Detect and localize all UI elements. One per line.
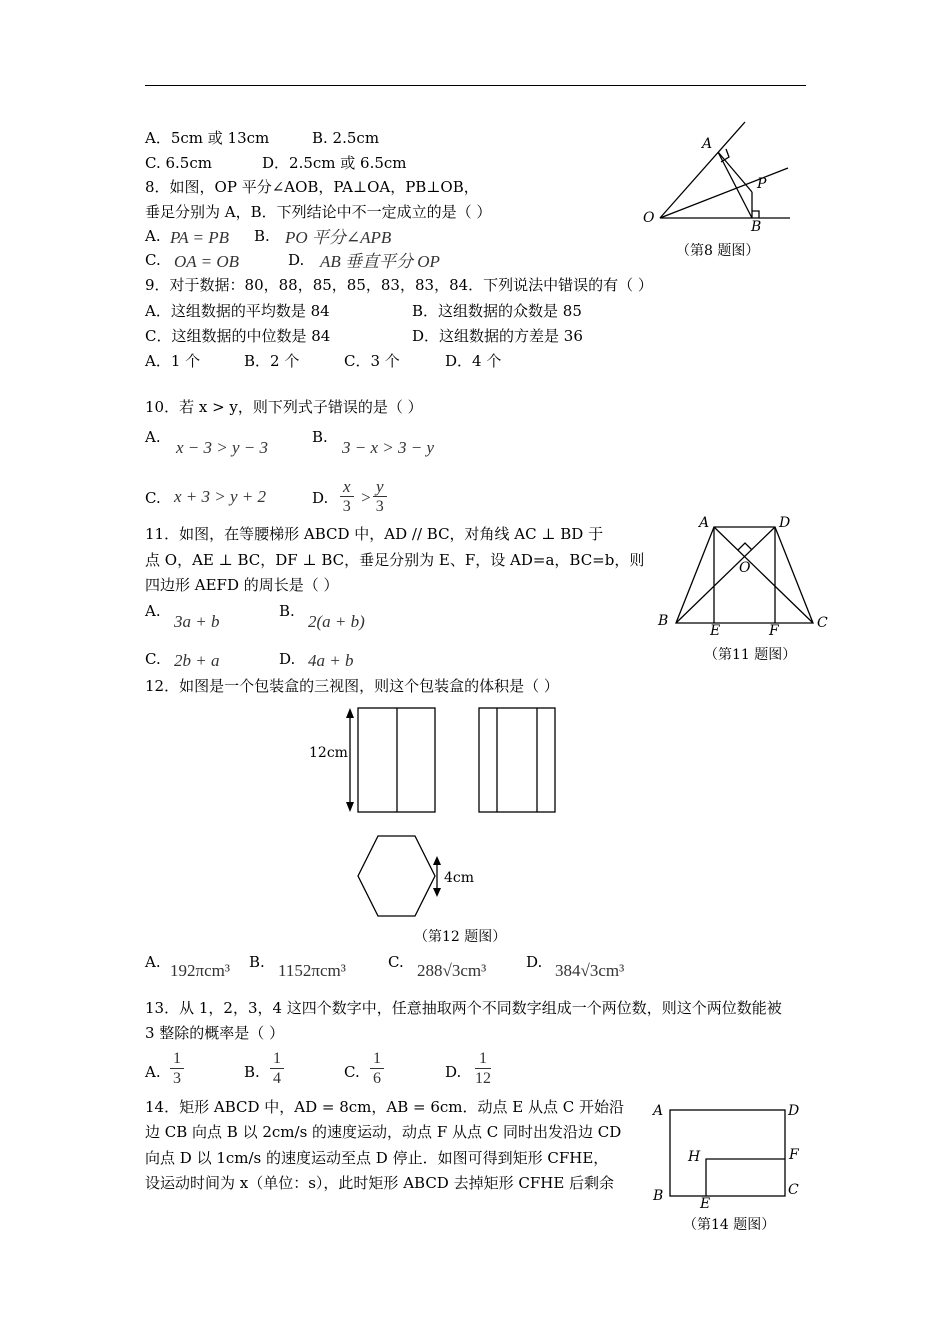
fig8-label-b: B <box>751 219 762 235</box>
fig14-label-c: C <box>788 1182 799 1198</box>
q9-statement-c: C．这组数据的中位数是 84 <box>145 327 331 345</box>
header-rule <box>145 85 806 86</box>
q12-option-a-expr: 192πcm³ <box>170 961 230 980</box>
q11-option-c-expr: 2b + a <box>174 651 220 670</box>
q7-option-c[interactable]: C. 6.5cm <box>145 154 212 172</box>
q14-stem-line1: 14．矩形 ABCD 中，AD = 8cm，AB = 6cm．动点 E 从点 C 开始沿 <box>145 1098 625 1116</box>
fig12-dim-height: 12cm <box>309 745 348 761</box>
fig11-label-f: F <box>769 623 779 639</box>
q10-option-d-frac-left: $\frac{x}{3}$ <box>340 478 354 517</box>
fig14-label-b: B <box>653 1188 664 1204</box>
q10-option-d-op: > <box>360 488 372 507</box>
q13-option-d-frac: $\frac{1}{12}$ <box>475 1050 491 1087</box>
fig11-label-c: C <box>817 615 828 631</box>
fig11-label-b: B <box>658 613 669 629</box>
q13-option-c-frac: $\frac{1}{6}$ <box>370 1050 384 1089</box>
q13-option-b-label[interactable]: B. <box>244 1063 260 1081</box>
q14-stem-line4: 设运动时间为 x（单位：s），此时矩形 ABCD 去掉矩形 CFHE 后剩余 <box>145 1174 615 1192</box>
q10-option-b-expr: 3 − x > 3 − y <box>342 438 435 457</box>
q12-option-b-expr: 1152πcm³ <box>278 961 346 980</box>
q11-option-d-expr: 4a + b <box>308 651 354 670</box>
fig12-dim-side: 4cm <box>444 870 475 886</box>
q12-option-d-label[interactable]: D. <box>526 953 543 971</box>
q7-option-d[interactable]: D．2.5cm 或 6.5cm <box>262 154 407 172</box>
q11-option-a-expr: 3a + b <box>174 612 220 631</box>
q8-option-d-label[interactable]: D. <box>288 251 305 269</box>
q7-option-a[interactable]: A．5cm 或 13cm <box>145 129 270 147</box>
q9-statement-d: D．这组数据的方差是 36 <box>412 327 583 345</box>
q8-option-c-label[interactable]: C. <box>145 251 161 269</box>
fig14-label-h: H <box>688 1149 701 1165</box>
q10-option-d-label[interactable]: D. <box>312 489 329 507</box>
q13-stem-line1: 13．从 1，2，3，4 这四个数字中，任意抽取两个不同数字组成一个两位数，则这个两位数能被 <box>145 999 782 1017</box>
fig14-label-e: E <box>700 1196 711 1212</box>
q13-stem-line2: 3 整除的概率是（ ） <box>145 1024 285 1042</box>
q9-stem: 9．对于数据：80，88，85，85，83，83，84．下列说法中错误的有（ ） <box>145 276 653 294</box>
q10-option-d-frac-right: $\frac{y}{3}$ <box>373 478 387 517</box>
q10-option-c-expr: x + 3 > y + 2 <box>174 487 267 506</box>
q11-option-b-label[interactable]: B. <box>279 602 295 620</box>
q7-option-b[interactable]: B. 2.5cm <box>312 129 380 147</box>
q8-option-a-expr: PA = PB <box>170 228 230 247</box>
q14-stem-line3: 向点 D 以 1cm/s 的速度运动至点 D 停止．如图可得到矩形 CFHE， <box>145 1149 609 1167</box>
q11-stem-line1: 11．如图，在等腰梯形 ABCD 中，AD // BC，对角线 AC ⊥ BD 于 <box>145 525 604 543</box>
q8-stem-line2: 垂足分别为 A，B．下列结论中不一定成立的是（ ） <box>145 203 492 221</box>
q12-stem: 12．如图是一个包装盒的三视图，则这个包装盒的体积是（ ） <box>145 677 559 695</box>
fig11-caption: （第11 题图） <box>704 647 797 663</box>
q10-option-c-label[interactable]: C. <box>145 489 161 507</box>
q9-option-a[interactable]: A．1 个 <box>145 352 201 370</box>
fig14-caption: （第14 题图） <box>683 1217 776 1233</box>
q12-option-c-expr: 288√3cm³ <box>417 961 487 980</box>
q10-option-a-label[interactable]: A. <box>145 428 161 446</box>
fig14-label-f: F <box>789 1147 799 1163</box>
q10-option-a-expr: x − 3 > y − 3 <box>176 438 269 457</box>
q8-option-b-expr: PO 平分∠APB <box>285 228 392 247</box>
q13-option-d-label[interactable]: D. <box>445 1063 462 1081</box>
q9-statement-b: B．这组数据的众数是 85 <box>412 302 582 320</box>
q12-option-c-label[interactable]: C. <box>388 953 404 971</box>
q11-option-c-label[interactable]: C. <box>145 650 161 668</box>
q13-option-c-label[interactable]: C. <box>344 1063 360 1081</box>
q9-option-c[interactable]: C．3 个 <box>344 352 400 370</box>
q12-option-b-label[interactable]: B. <box>249 953 265 971</box>
q9-option-b[interactable]: B．2 个 <box>244 352 300 370</box>
fig8-label-o: O <box>643 210 655 226</box>
q11-option-a-label[interactable]: A. <box>145 602 161 620</box>
q13-option-b-frac: $\frac{1}{4}$ <box>270 1050 284 1089</box>
q8-stem-line1: 8．如图，OP 平分∠AOB，PA⊥OA，PB⊥OB， <box>145 178 479 196</box>
fig8-caption: （第8 题图） <box>676 243 760 259</box>
q13-option-a-label[interactable]: A. <box>145 1063 161 1081</box>
fig8-label-p: P <box>757 176 767 192</box>
fig11-label-o: O <box>739 560 751 576</box>
fig11-label-e: E <box>710 623 721 639</box>
q9-statement-a: A．这组数据的平均数是 84 <box>145 302 330 320</box>
fig12-caption: （第12 题图） <box>414 929 507 945</box>
q11-stem-line3: 四边形 AEFD 的周长是（ ） <box>145 576 339 594</box>
q14-stem-line2: 边 CB 向点 B 以 2cm/s 的速度运动，动点 F 从点 C 同时出发沿边 CD <box>145 1123 622 1141</box>
q8-option-a-label[interactable]: A. <box>145 227 161 245</box>
q13-option-a-frac: $\frac{1}{3}$ <box>170 1050 184 1089</box>
q12-option-d-expr: 384√3cm³ <box>555 961 625 980</box>
q9-option-d[interactable]: D．4 个 <box>445 352 502 370</box>
q10-option-b-label[interactable]: B. <box>312 428 328 446</box>
fig14-label-a: A <box>653 1103 664 1119</box>
q11-option-b-expr: 2(a + b) <box>308 612 365 631</box>
q10-stem: 10．若 x > y，则下列式子错误的是（ ） <box>145 398 423 416</box>
q8-option-d-expr: AB 垂直平分 OP <box>320 252 440 271</box>
q8-option-c-expr: OA = OB <box>174 252 239 271</box>
q8-option-b-label[interactable]: B. <box>254 227 270 245</box>
fig11-label-d: D <box>779 515 791 531</box>
fig14-label-d: D <box>788 1103 800 1119</box>
q11-option-d-label[interactable]: D. <box>279 650 296 668</box>
q12-option-a-label[interactable]: A. <box>145 953 161 971</box>
q11-stem-line2: 点 O，AE ⊥ BC，DF ⊥ BC，垂足分别为 E、F，设 AD=a，BC=b，则 <box>145 551 645 569</box>
fig11-label-a: A <box>699 515 710 531</box>
fig8-label-a: A <box>702 136 713 152</box>
